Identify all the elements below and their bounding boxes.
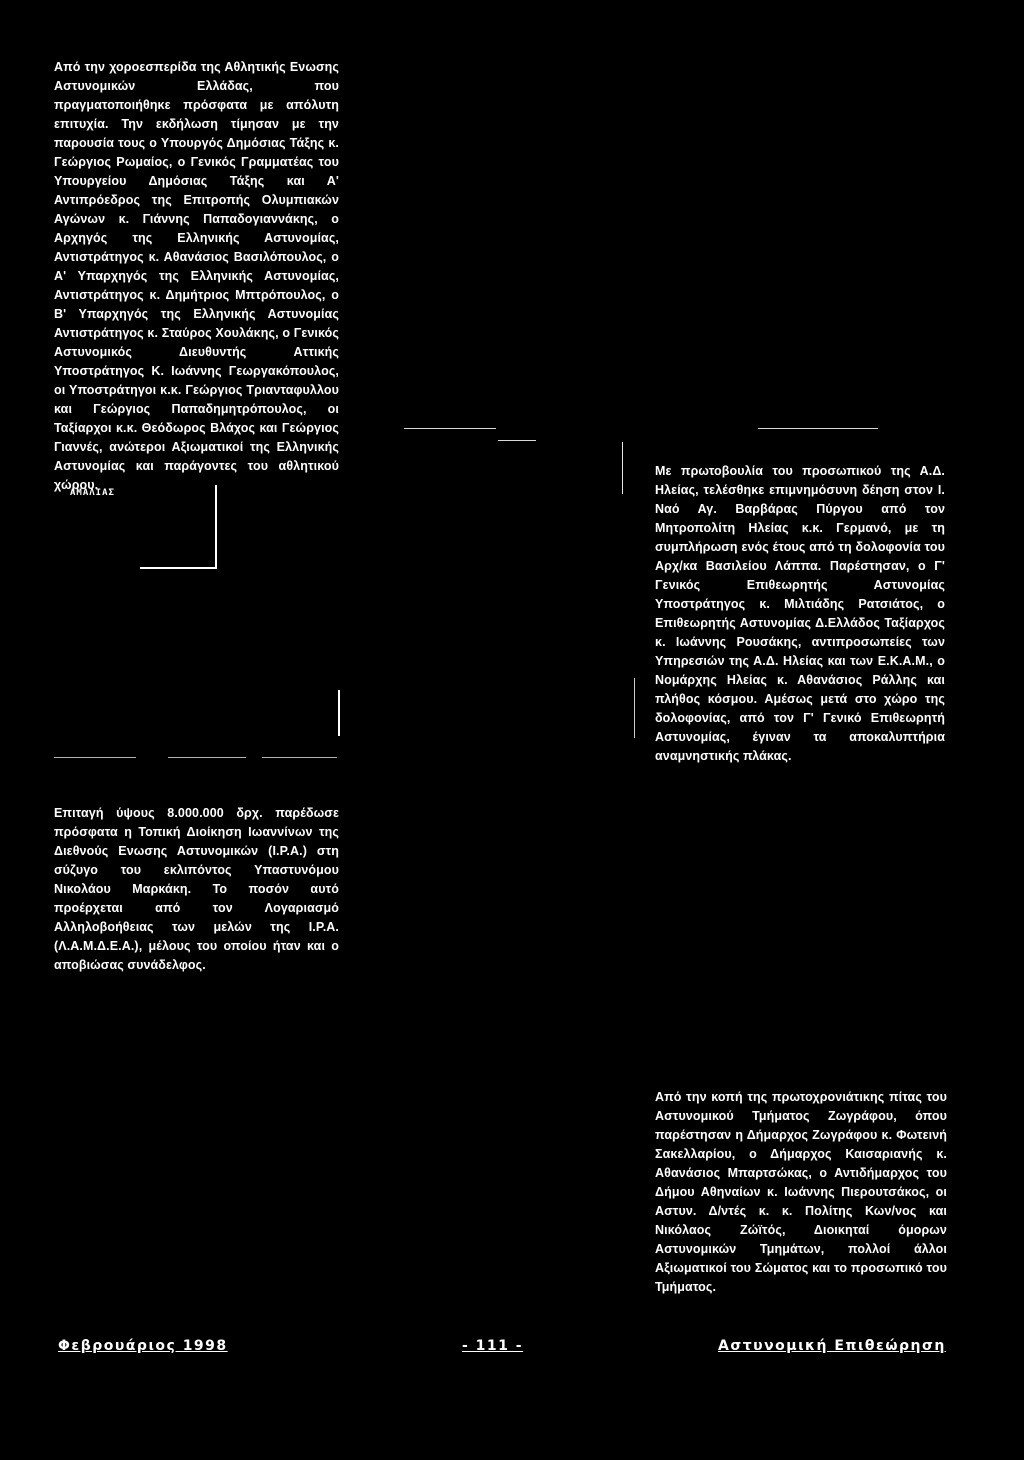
photo-sign-label: ΑΜΑΛΙΑΣ	[70, 488, 115, 498]
footer-issue-date: Φεβρουάριος 1998	[58, 1338, 228, 1354]
photo-edge-line	[498, 440, 536, 441]
footer-magazine-title: Αστυνομική Επιθεώρηση	[718, 1338, 946, 1354]
photo-edge-line	[140, 567, 217, 569]
photo-edge-line	[622, 442, 623, 494]
photo-edge-line	[262, 757, 337, 758]
caption-memorial-service: Με πρωτοβουλία του προσωπικού της Α.Δ. Ηλείας, τελέσθηκε επιμνημόσυνη δέηση στον Ι. Ναό Αγ. Βαρβάρας Πύργου από τον Μητροπολίτη Ηλείας κ.κ. Γερμανό, με τη συμπλήρωση ενός έτους από τη δολοφονία του Αρχ/κα Βασιλείου Λάππα. Παρέστησαν, ο Γ' Γενικός Επιθεωρητής Αστυνομίας Υποστράτηγος κ. Μιλτιάδης Ρατσιάτος, ο Επιθεωρητής Αστυνομίας Δ.Ελλάδος Ταξίαρχος κ. Ιωάννης Ρουσάκης, αντιπροσωπείες των Υπηρεσιών της Α.Δ. Ηλείας και των Ε.Κ.Α.Μ., ο Νομάρχης Ηλείας κ. Αθανάσιος Ράλλης και πλήθος κόσμου. Αμέσως μετά στο χώρο της δολοφονίας, από τον Γ' Γενικό Επιθεωρητή Αστυνομίας, έγιναν τα αποκαλυπτήρια αναμνηστικής πλάκας.	[655, 464, 945, 763]
photo-edge-line	[215, 485, 217, 569]
photo-edge-line	[758, 428, 878, 429]
photo-edge-line	[54, 757, 136, 758]
photo-edge-line	[634, 678, 635, 738]
footer-page-number: - 111 -	[462, 1338, 524, 1354]
photo-edge-line	[338, 690, 340, 736]
caption-new-year-cake: Από την κοπή της πρωτοχρονιάτικης πίτας του Αστυνομικού Τμήματος Ζωγράφου, όπου παρέστησαν η Δήμαρχος Ζωγράφου κ. Φωτεινή Σακελλαρίου, ο Δήμαρχος Καισαριανής κ. Αθανάσιος Μπαρτσώκας, ο Αντιδήμαρχος του Δήμου Αθηναίων κ. Ιωάννης Πιερουτσάκος, οι Αστυν. Δ/ντές κ. κ. Πολίτης Κων/νος και Νικόλαος Ζώϊτός, Διοικηταί όμορων Αστυνομικών Τμημάτων, πολλοί άλλοι Αξιωματικοί του Σώματος και το προσωπικό του Τμήματος.	[655, 1090, 947, 1294]
photo-edge-line	[404, 428, 496, 429]
caption-cheque-donation: Επιταγή ύψους 8.000.000 δρχ. παρέδωσε πρόσφατα η Τοπική Διοίκηση Ιωαννίνων της Διεθνούς Ενωσης Αστυνομικών (Ι.Ρ.Α.) στη σύζυγο του εκλιπόντος Υπαστυνόμου Νικολάου Μαρκάκη. Το ποσόν αυτό προέρχεται από τον Λογαριασμό Αλληλοβοήθειας των μελών της Ι.Ρ.Α. (Λ.Α.Μ.Δ.Ε.Α.), μέλους του οποίου ήταν και ο αποβιώσας συνάδελφος.	[54, 806, 339, 972]
caption-dance-event: Από την χοροεσπερίδα της Αθλητικής Ενωσης Αστυνομικών Ελλάδας, που πραγματοποιήθηκε πρόσφατα με απόλυτη επιτυχία. Την εκδήλωση τίμησαν με την παρουσία τους ο Υπουργός Δημόσιας Τάξης κ. Γεώργιος Ρωμαίος, ο Γενικός Γραμματέας του Υπουργείου Δημόσιας Τάξης και Α' Αντιπρόεδρος της Επιτροπής Ολυμπιακών Αγώνων κ. Γιάννης Παπαδογιαννάκης, ο Αρχηγός της Ελληνικής Αστυνομίας, Αντιστράτηγος κ. Αθανάσιος Βασιλόπουλος, ο Α' Υπαρχηγός της Ελληνικής Αστυνομίας, Αντιστράτηγος κ. Δημήτριος Μπτρόπουλος, ο Β' Υπαρχηγός της Ελληνικής Αστυνομίας Αντιστράτηγος κ. Σταύρος Χουλάκης, ο Γενικός Αστυνομικός Διευθυντής Αττικής Υποστράτηγος Κ. Ιωάννης Γεωργακόπουλος, οι Υποστράτηγοι κ.κ. Γεώργιος Τριανταφυλλου και Γεώργιος Παπαδημητρόπουλος, οι Ταξίαρχοι κ.κ. Θεόδωρος Βλάχος και Γεώργιος Γιαννές, ανώτεροι Αξιωματικοί της Ελληνικής Αστυνομίας και παράγοντες του αθλητικού χώρου.	[54, 60, 339, 492]
page-footer	[0, 1338, 1024, 1368]
photo-edge-line	[168, 757, 246, 758]
